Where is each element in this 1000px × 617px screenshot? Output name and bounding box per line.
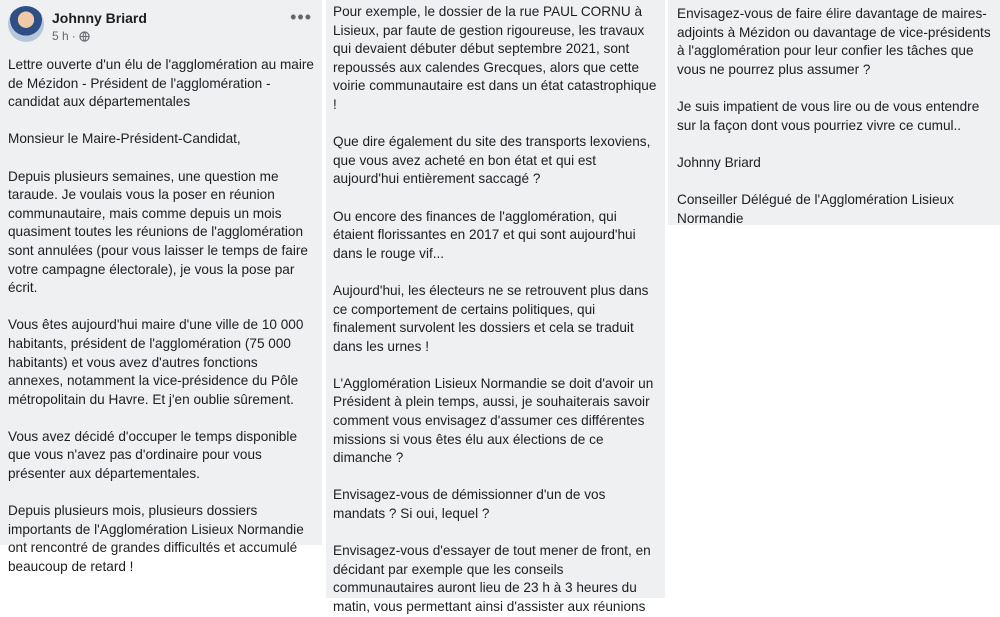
paragraph: Vous êtes aujourd'hui maire d'une ville de 10 000 habitants, président de l'agglomération (75 000 habitants) et vous avez d'autres fonctions annexes, notamment la vice-présidence du Pôle métropolitain du Havre. Et j'en oublie sûrement. <box>8 317 304 407</box>
paragraph: Depuis plusieurs semaines, une question me taraude. Je voulais vous la poser en réunion communautaire, mais comme depuis un mois quasiment toutes les réunions de l'agglomération sont annulées (pour vous laisser le temps de faire votre campagne électorale), je vous la pose par écrit. <box>8 168 308 296</box>
post-text-part-1 <box>8 56 316 577</box>
paragraph: L'Agglomération Lisieux Normandie se doit d'avoir un Président à plein temps, aussi, je souhaiterais savoir comment vous envisagez d'assumer ces différentes missions si vous êtes élu aux élections de ce dimanche ? <box>333 375 654 466</box>
paragraph: Ou encore des finances de l'agglomération, qui étaient florissantes en 2017 et qui sont aujourd'hui dans le rouge vif... <box>333 208 636 261</box>
more-options-icon[interactable]: ••• <box>290 7 312 27</box>
screenshot-panel-1 <box>0 0 322 575</box>
avatar[interactable] <box>8 6 44 42</box>
signature-title: Conseiller Délégué de l'Agglomération Lisieux Normandie <box>677 191 954 226</box>
paragraph: Je suis impatient de vous lire ou de vous entendre sur la façon dont vous pourriez vivre ce cumul.. <box>677 98 980 133</box>
author-name[interactable]: Johnny Briard <box>52 10 147 26</box>
paragraph: Que dire également du site des transports lexoviens, que vous avez acheté en bon état et qui est aujourd'hui entièrement saccagé ? <box>333 134 651 187</box>
paragraph: Lettre ouverte d'un élu de l'agglomération au maire de Mézidon - Président de l'agglomération - candidat aux départementales <box>8 57 314 110</box>
post-text-part-3 <box>677 5 994 228</box>
signature-name: Johnny Briard <box>677 154 761 170</box>
paragraph: Envisagez-vous de faire élire davantage de maires-adjoints à Mézidon ou davantage de vice-présidents à l'agglomération pour leur confier les tâches que vous ne pourrez plus assumer ? <box>677 6 991 77</box>
paragraph: Vous avez décidé d'occuper le temps disponible que vous n'avez pas d'ordinaire pour vous présenter aux départementales. <box>8 428 297 482</box>
screenshot-panel-3 <box>668 0 1000 225</box>
post-meta <box>52 27 90 46</box>
paragraph: Monsieur le Maire-Président-Candidat, <box>8 131 241 147</box>
globe-icon <box>79 31 90 42</box>
post-time[interactable]: 5 h <box>52 29 69 43</box>
paragraph: Envisagez-vous de démissionner d'un de vos mandats ? Si oui, lequel ? <box>333 487 606 522</box>
post-text-part-2 <box>333 3 659 617</box>
paragraph: Aujourd'hui, les électeurs ne se retrouvent plus dans ce comportement de certains politiques, qui finalement survolent les dossiers et cela se traduit dans les urnes ! <box>333 282 649 354</box>
post-header <box>8 6 314 42</box>
paragraph: Depuis plusieurs mois, plusieurs dossiers importants de l'Agglomération Lisieux Normandie ont rencontré de grandes difficultés et accumulé beaucoup de retard ! <box>8 503 304 575</box>
screenshot-panel-2 <box>326 0 665 614</box>
meta-separator: · <box>71 29 76 43</box>
paragraph: Pour exemple, le dossier de la rue PAUL CORNU à Lisieux, par faute de gestion rigoureuse, les travaux qui devaient débuter début septembre 2021, sont repoussés aux calendes Grecques, alors que cette voirie communautaire est dans un état catastrophique ! <box>333 4 657 112</box>
paragraph: Envisagez-vous d'essayer de tout mener de front, en décidant par exemple que les conseils communautaires auront lieu de 23 h à 3 heures du matin, vous permettant ainsi d'assister aux réunions <box>333 543 651 614</box>
